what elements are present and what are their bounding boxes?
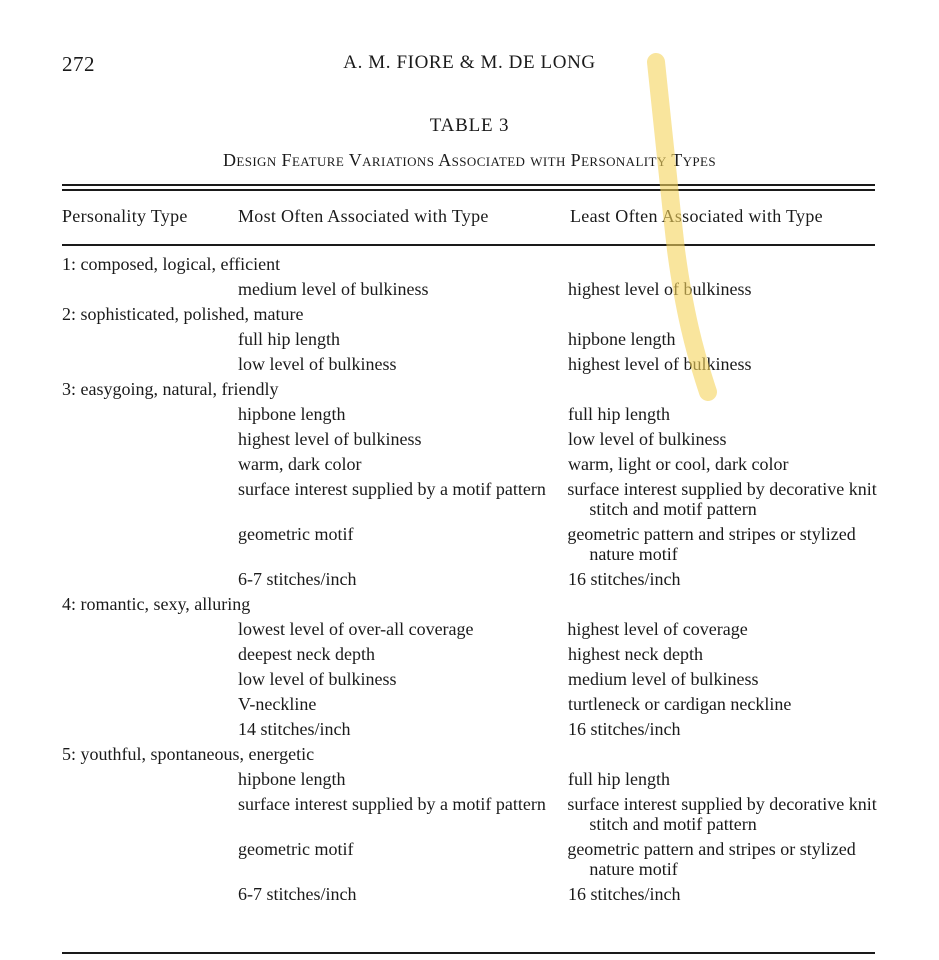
most-often-cell: low level of bulkiness [238,354,397,374]
table-row [62,617,878,642]
table-row [62,277,878,302]
least-often-cell: low level of bulkiness [568,429,727,449]
most-often-cell: geometric motif [238,839,354,859]
personality-type-row: 4: romantic, sexy, alluring [62,594,251,614]
personality-type-row: 3: easygoing, natural, friendly [62,379,279,399]
table-row [62,452,878,477]
most-often-cell: lowest level of over-all coverage [238,619,474,639]
table-label: TABLE 3 [429,115,510,136]
least-often-cell: 16 stitches/inch [568,884,681,904]
least-often-cell: 16 stitches/inch [568,569,681,589]
most-often-cell: 6-7 stitches/inch [238,884,357,904]
table-row [62,522,878,567]
least-often-cell: 16 stitches/inch [568,719,681,739]
table-row [62,767,878,792]
table-row [62,717,878,742]
table-body [62,252,878,907]
least-often-cell: surface interest supplied by decorative knit stitch and motif pattern [567,479,877,519]
least-often-cell: warm, light or cool, dark color [568,454,789,474]
table-row [62,792,878,837]
least-often-cell: full hip length [568,404,670,424]
top-rule [62,184,875,186]
column-header-least: Least Often Associated with Type [570,206,823,226]
least-often-cell: turtleneck or cardigan neckline [568,694,792,714]
table-row [62,882,878,907]
table-row [62,642,878,667]
least-often-cell: medium level of bulkiness [568,669,759,689]
bottom-rule [62,952,875,954]
table-row [62,402,878,427]
most-often-cell: V-neckline [238,694,317,714]
most-often-cell: 14 stitches/inch [238,719,351,739]
least-often-cell: geometric pattern and stripes or stylized nature motif [567,839,856,879]
least-often-cell: full hip length [568,769,670,789]
most-often-cell: surface interest supplied by a motif pattern [238,479,546,499]
table-row [62,692,878,717]
top-rule-inner [62,189,875,191]
table-row [62,327,878,352]
least-often-cell: highest level of bulkiness [568,354,752,374]
most-often-cell: 6-7 stitches/inch [238,569,357,589]
header-rule [62,244,875,246]
column-header-most: Most Often Associated with Type [238,206,489,226]
most-often-cell: surface interest supplied by a motif pattern [238,794,546,814]
running-head: A. M. FIORE & M. DE LONG [343,52,596,73]
table-row [62,567,878,592]
page-number: 272 [62,52,95,76]
least-often-cell: highest level of coverage [567,619,748,639]
table-row [62,427,878,452]
personality-type-row: 1: composed, logical, efficient [62,254,281,274]
most-often-cell: geometric motif [238,524,354,544]
most-often-cell: highest level of bulkiness [238,429,422,449]
column-header-personality: Personality Type [62,206,188,226]
table-row [62,837,878,882]
personality-type-row: 5: youthful, spontaneous, energetic [62,744,315,764]
table-title: Design Feature Variations Associated with Personality Types [222,150,717,170]
least-often-cell: highest level of bulkiness [568,279,752,299]
most-often-cell: low level of bulkiness [238,669,397,689]
personality-type-row: 2: sophisticated, polished, mature [62,304,304,324]
table-row [62,667,878,692]
most-often-cell: hipbone length [238,404,346,424]
most-often-cell: medium level of bulkiness [238,279,429,299]
least-often-cell: surface interest supplied by decorative knit stitch and motif pattern [567,794,877,834]
least-often-cell: highest neck depth [568,644,703,664]
least-often-cell: geometric pattern and stripes or stylized nature motif [567,524,856,564]
most-often-cell: hipbone length [238,769,346,789]
least-often-cell: hipbone length [568,329,676,349]
most-often-cell: warm, dark color [238,454,362,474]
most-often-cell: deepest neck depth [238,644,375,664]
most-often-cell: full hip length [238,329,340,349]
table-row [62,352,878,377]
table-row [62,477,878,522]
